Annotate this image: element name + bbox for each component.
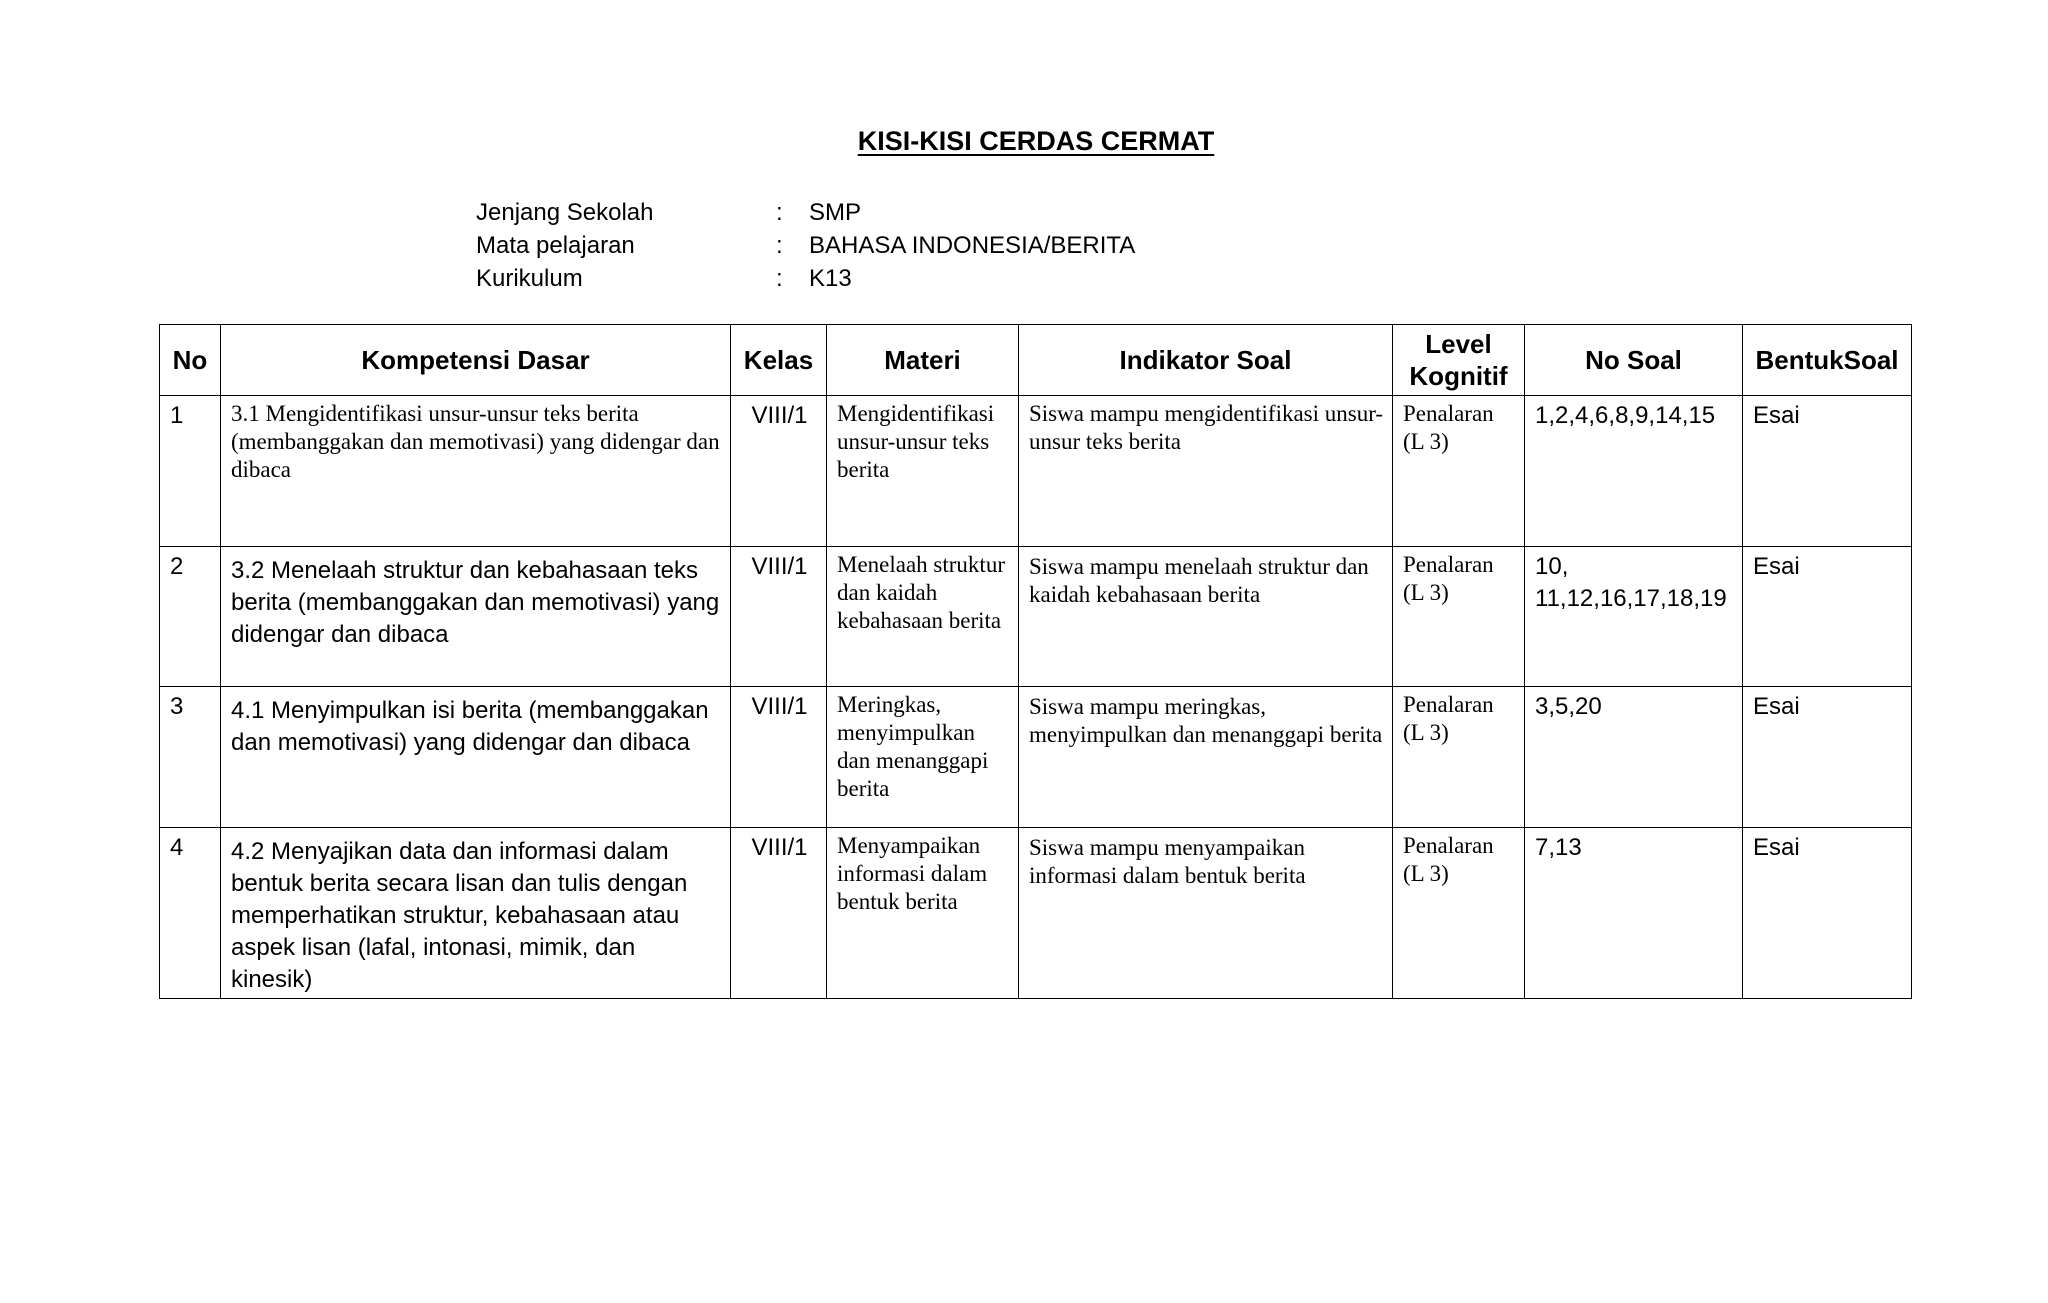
- cell-kompetensi-dasar: [221, 687, 731, 828]
- cell-no: [160, 396, 221, 547]
- cell-bentuk: [1743, 396, 1912, 547]
- cell-indikator: [1019, 547, 1393, 687]
- cell-text: VIII/1: [751, 693, 808, 720]
- cell-level: [1393, 547, 1525, 687]
- cell-indikator: [1019, 687, 1393, 828]
- table-row: [160, 547, 1912, 687]
- meta-label: Kurikulum: [476, 265, 583, 292]
- cell-text: 1: [170, 402, 184, 429]
- header-level-kognitif: Level Kognitif: [1393, 325, 1525, 396]
- cell-kelas: [731, 547, 827, 687]
- cell-kelas: [731, 396, 827, 547]
- cell-text: Penalaran (L 3): [1403, 833, 1494, 886]
- kisi-kisi-table: [159, 324, 1912, 999]
- cell-kompetensi-dasar: [221, 547, 731, 687]
- meta-row-jenjang: [476, 196, 1135, 229]
- table-header-row: [160, 325, 1912, 396]
- cell-text: 4.2 Menyajikan data dan informasi dalam bentuk berita secara lisan dan tulis dengan memperhatikan struktur, kebahasaan atau aspek lisan (lafal, intonasi, mimik, dan kinesik): [231, 838, 688, 993]
- cell-indikator: [1019, 396, 1393, 547]
- cell-materi: [827, 687, 1019, 828]
- cell-no-soal: [1525, 828, 1743, 999]
- cell-text: 3.2 Menelaah struktur dan kebahasaan teks berita (membanggakan dan memotivasi) yang didengar dan dibaca: [231, 557, 720, 648]
- header-no-soal: No Soal: [1525, 325, 1743, 396]
- cell-text: Penalaran (L 3): [1403, 692, 1494, 745]
- cell-text: 3: [170, 693, 184, 720]
- meta-label: Mata pelajaran: [476, 232, 635, 259]
- meta-separator: :: [776, 265, 783, 292]
- cell-no-soal: [1525, 396, 1743, 547]
- header-kelas: Kelas: [731, 325, 827, 396]
- cell-text: 4: [170, 834, 184, 861]
- cell-kelas: [731, 687, 827, 828]
- cell-no-soal: [1525, 547, 1743, 687]
- cell-text: 4.1 Menyimpulkan isi berita (membanggakan dan memotivasi) yang didengar dan dibaca: [231, 697, 709, 756]
- header-kompetensi-dasar: Kompetensi Dasar: [221, 325, 731, 396]
- cell-no: [160, 687, 221, 828]
- cell-text: Penalaran (L 3): [1403, 401, 1494, 454]
- meta-separator: :: [776, 199, 783, 226]
- cell-text: VIII/1: [751, 834, 808, 861]
- cell-text: Menyampaikan informasi dalam bentuk berita: [837, 833, 988, 914]
- table-row: [160, 828, 1912, 999]
- cell-bentuk: [1743, 687, 1912, 828]
- cell-text: 3,5,20: [1535, 693, 1602, 720]
- cell-materi: [827, 828, 1019, 999]
- metadata-block: [476, 196, 1135, 295]
- cell-kelas: [731, 828, 827, 999]
- meta-value: BAHASA INDONESIA/BERITA: [809, 232, 1136, 259]
- header-no: No: [160, 325, 221, 396]
- cell-kompetensi-dasar: [221, 396, 731, 547]
- cell-text: Esai: [1753, 553, 1800, 580]
- cell-text: 10, 11,12,16,17,18,19: [1535, 553, 1727, 612]
- header-materi: Materi: [827, 325, 1019, 396]
- cell-text: Siswa mampu meringkas, menyimpulkan dan menanggapi berita: [1029, 694, 1383, 747]
- cell-level: [1393, 828, 1525, 999]
- cell-bentuk: [1743, 547, 1912, 687]
- cell-text: VIII/1: [751, 402, 808, 429]
- meta-value: SMP: [809, 199, 862, 226]
- cell-text: Esai: [1753, 402, 1800, 429]
- cell-text: VIII/1: [751, 553, 808, 580]
- table-row: [160, 396, 1912, 547]
- cell-text: Penalaran (L 3): [1403, 552, 1494, 605]
- cell-text: 2: [170, 553, 184, 580]
- table-row: [160, 687, 1912, 828]
- cell-text: Menelaah struktur dan kaidah kebahasaan berita: [837, 552, 1005, 633]
- cell-text: Esai: [1753, 693, 1800, 720]
- cell-text: Siswa mampu mengidentifikasi unsur-unsur teks berita: [1029, 401, 1384, 454]
- cell-text: Siswa mampu menelaah struktur dan kaidah kebahasaan berita: [1029, 554, 1369, 607]
- cell-text: 1,2,4,6,8,9,14,15: [1535, 402, 1716, 429]
- cell-level: [1393, 687, 1525, 828]
- cell-text: Esai: [1753, 834, 1800, 861]
- cell-text: Meringkas, menyimpulkan dan menanggapi berita: [837, 692, 989, 801]
- meta-value: K13: [809, 265, 852, 292]
- meta-row-kurikulum: [476, 262, 1135, 295]
- cell-text: Siswa mampu menyampaikan informasi dalam bentuk berita: [1029, 835, 1306, 888]
- cell-bentuk: [1743, 828, 1912, 999]
- cell-materi: [827, 396, 1019, 547]
- cell-indikator: [1019, 828, 1393, 999]
- header-bentuk-soal: BentukSoal: [1743, 325, 1912, 396]
- header-indikator-soal: Indikator Soal: [1019, 325, 1393, 396]
- cell-level: [1393, 396, 1525, 547]
- document-title: KISI-KISI CERDAS CERMAT: [857, 126, 1215, 156]
- cell-kompetensi-dasar: [221, 828, 731, 999]
- cell-text: 7,13: [1535, 834, 1582, 861]
- cell-no: [160, 547, 221, 687]
- cell-text: Mengidentifikasi unsur-unsur teks berita: [837, 401, 995, 482]
- cell-text: 3.1 Mengidentifikasi unsur-unsur teks berita (membanggakan dan memotivasi) yang didengar dan dibaca: [231, 401, 720, 482]
- meta-row-mapel: [476, 229, 1135, 262]
- meta-label: Jenjang Sekolah: [476, 199, 654, 226]
- cell-materi: [827, 547, 1019, 687]
- meta-separator: :: [776, 232, 783, 259]
- cell-no-soal: [1525, 687, 1743, 828]
- cell-no: [160, 828, 221, 999]
